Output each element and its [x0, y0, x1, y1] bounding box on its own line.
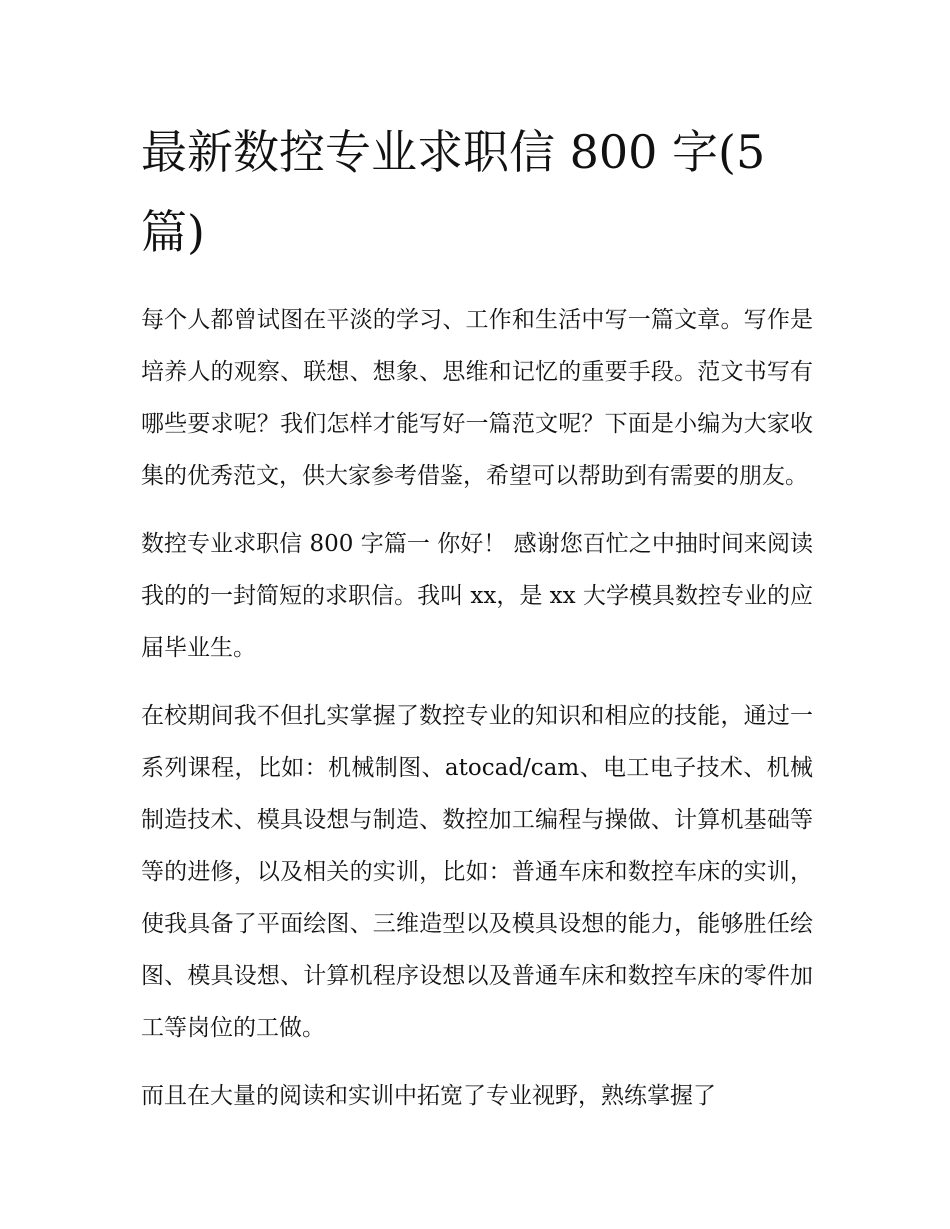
paragraph-skills: 在校期间我不但扎实掌握了数控专业的知识和相应的技能，通过一系列课程，比如：机械制图、atocad/cam、电工电子技术、机械制造技术、模具设想与制造、数控加工编程与操做、计算机基础等等的进修，以及相关的实训，比如：普通车床和数控车床的实训，使我具备了平面绘图、三维造型以及模具设想的能力，能够胜任绘图、模具设想、计算机程序设想以及普通车床和数控车床的零件加工等岗位的工做。: [141, 703, 813, 1041]
document-title: 最新数控专业求职信 800 字(5 篇): [141, 125, 766, 259]
paragraph-reading: 而且在大量的阅读和实训中拓宽了专业视野，熟练掌握了: [141, 1083, 716, 1109]
document-body: [141, 112, 813, 1122]
paragraph-greeting: 数控专业求职信 800 字篇一 你好！ 感谢您百忙之中抽时间来阅读我的的一封简短的求职信。我叫 xx，是 xx 大学模具数控专业的应届毕业生。: [141, 531, 813, 661]
paragraph-intro: 每个人都曾试图在平淡的学习、工作和生活中写一篇文章。写作是培养人的观察、联想、想象、思维和记忆的重要手段。范文书写有哪些要求呢？我们怎样才能写好一篇范文呢？下面是小编为大家收集的优秀范文，供大家参考借鉴，希望可以帮助到有需要的朋友。: [141, 307, 813, 489]
